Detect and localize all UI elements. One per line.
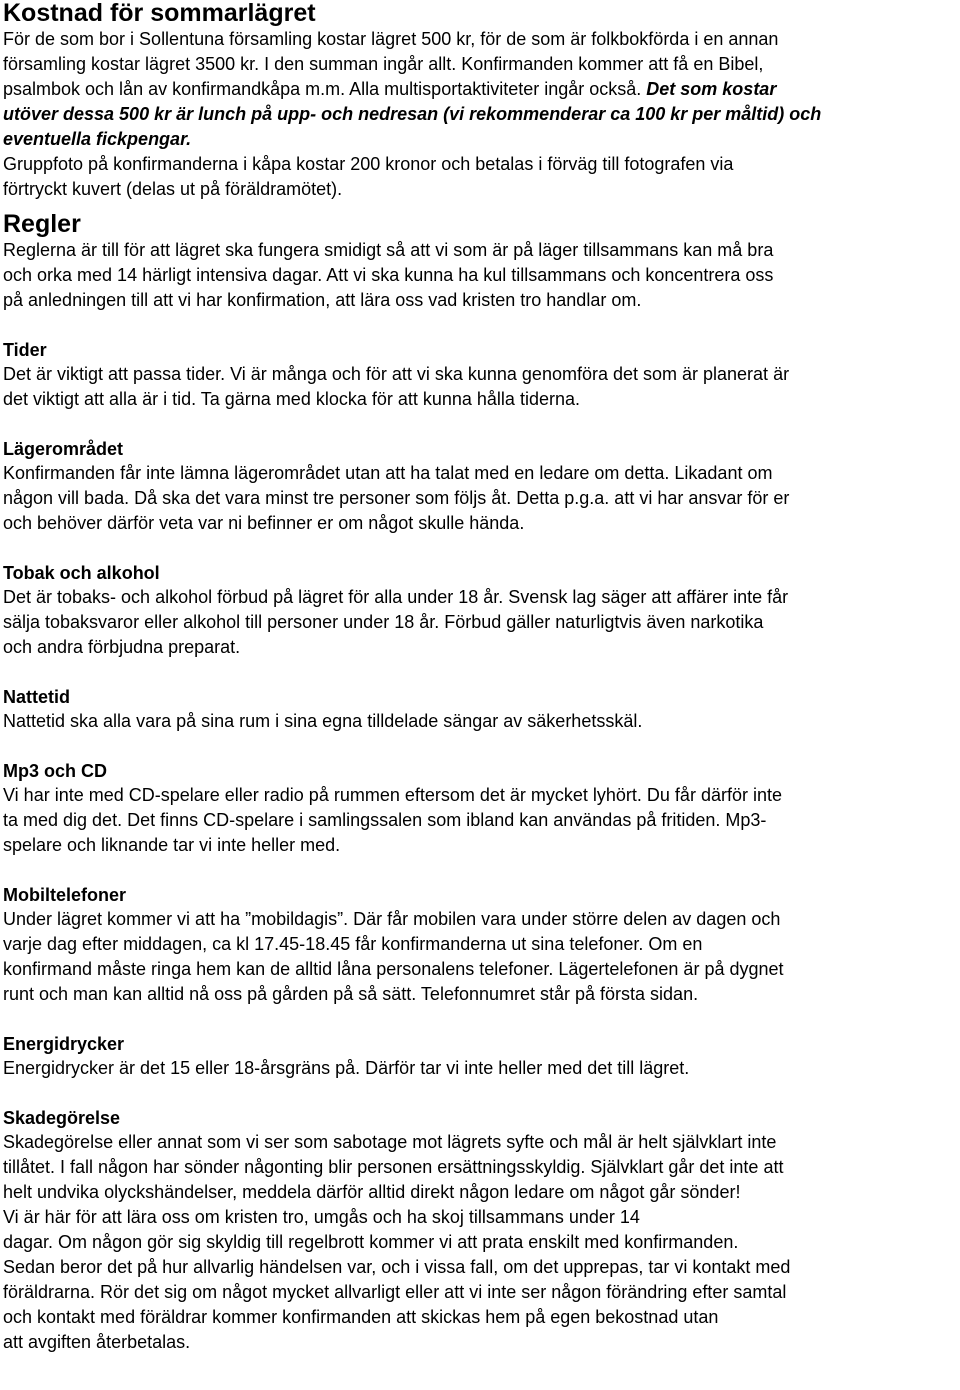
text-line: det viktigt att alla är i tid. Ta gärna med klocka för att kunna hålla tiderna. <box>3 389 580 409</box>
text-line: Det är viktigt att passa tider. Vi är många och för att vi ska kunna genomföra det som är planerat är <box>3 364 790 384</box>
rules-heading: Regler <box>3 210 81 238</box>
section-heading: Tider <box>3 340 47 360</box>
text-line: tillåtet. I fall någon har sönder någonting blir personen ersättningsskyldig. Självklart går det inte att <box>3 1157 784 1177</box>
section-paragraph <box>3 907 960 1007</box>
text-line: Vi är här för att lära oss om kristen tro, umgås och ha skoj tillsammans under 14 <box>3 1207 640 1227</box>
section-heading: Nattetid <box>3 687 70 707</box>
text-line: föräldrarna. Rör det sig om något mycket allvarligt eller att vi inte ser någon förändring efter samtal <box>3 1282 787 1302</box>
text-line: att avgiften återbetalas. <box>3 1332 191 1352</box>
rule-section <box>3 1032 960 1081</box>
text-line: Nattetid ska alla vara på sina rum i sina egna tilldelade sängar av säkerhetsskäl. <box>3 711 643 731</box>
rule-section <box>3 437 960 536</box>
section-paragraph <box>3 1130 960 1355</box>
text-line: Gruppfoto på konfirmanderna i kåpa kostar 200 kronor och betalas i förväg till fotografen via <box>3 154 734 174</box>
text-line: Sedan beror det på hur allvarlig händelsen var, och i vissa fall, om det upprepas, tar vi kontakt med <box>3 1257 791 1277</box>
page-title: Kostnad för sommarlägret <box>3 0 316 27</box>
text-line: Reglerna är till för att lägret ska fungera smidigt så att vi som är på läger tillsammans kan må bra <box>3 240 774 260</box>
section-heading: Tobak och alkohol <box>3 563 160 583</box>
text-line: runt och man kan alltid nå oss på gården på så sätt. Telefonnumret står på första sidan. <box>3 984 699 1004</box>
rule-section <box>3 338 960 412</box>
text-line: dagar. Om någon gör sig skyldig till regelbrott kommer vi att prata enskilt med konfirmanden. <box>3 1232 739 1252</box>
text-line: Konfirmanden får inte lämna lägerområdet utan att ha talat med en ledare om detta. Likadant om <box>3 463 773 483</box>
section-heading: Energidrycker <box>3 1034 125 1054</box>
rule-section <box>3 1106 960 1355</box>
section-paragraph <box>3 585 960 660</box>
text-line: Vi har inte med CD-spelare eller radio på rummen eftersom det är mycket lyhört. Du får därför inte <box>3 785 782 805</box>
rule-section <box>3 883 960 1007</box>
section-heading: Lägerområdet <box>3 439 124 459</box>
section-heading: Mp3 och CD <box>3 761 108 781</box>
text-line: på anledningen till att vi har konfirmation, att lära oss vad kristen tro handlar om. <box>3 290 642 310</box>
text-run: psalmbok och lån av konfirmandkåpa m.m. Alla multisportaktiviteter ingår också. <box>3 79 647 99</box>
italic-text-line: eventuella fickpengar. <box>3 129 192 149</box>
section-paragraph <box>3 783 960 858</box>
text-line: församling kostar lägret 3500 kr. I den summan ingår allt. Konfirmanden kommer att få en Bibel, <box>3 54 764 74</box>
text-line: förtryckt kuvert (delas ut på föräldramötet). <box>3 179 343 199</box>
rule-section <box>3 759 960 858</box>
text-line: varje dag efter middagen, ca kl 17.45-18.45 får konfirmanderna ut sina telefoner. Om en <box>3 934 703 954</box>
text-line: Under lägret kommer vi att ha ”mobildagis”. Där får mobilen vara under större delen av dagen och <box>3 909 781 929</box>
text-line: För de som bor i Sollentuna församling kostar lägret 500 kr, för de som är folkbokförda i en annan <box>3 29 779 49</box>
section-heading: Mobiltelefoner <box>3 885 127 905</box>
text-line: spelare och liknande tar vi inte heller med. <box>3 835 341 855</box>
text-line: sälja tobaksvaror eller alkohol till personer under 18 år. Förbud gäller naturligtvis även narkotika <box>3 612 764 632</box>
text-line: helt undvika olyckshändelser, meddela därför alltid direkt någon ledare om något går sönder! <box>3 1182 741 1202</box>
italic-text-run: Det som kostar <box>646 79 777 99</box>
section-paragraph <box>3 362 960 412</box>
section-paragraph <box>3 709 960 734</box>
text-line: Det är tobaks- och alkohol förbud på lägret för alla under 18 år. Svensk lag säger att affärer inte får <box>3 587 789 607</box>
photo-paragraph <box>3 152 960 202</box>
text-line <box>3 77 960 102</box>
italic-text-line: utöver dessa 500 kr är lunch på upp- och nedresan (vi rekommenderar ca 100 kr per måltid) och <box>3 104 822 124</box>
text-line: och kontakt med föräldrar kommer konfirmanden att skickas hem på egen bekostnad utan <box>3 1307 719 1327</box>
text-line: och orka med 14 härligt intensiva dagar. Att vi ska kunna ha kul tillsammans och koncentrera oss <box>3 265 774 285</box>
section-paragraph <box>3 1056 960 1081</box>
text-line: Energidrycker är det 15 eller 18-årsgräns på. Därför tar vi inte heller med det till lägret. <box>3 1058 690 1078</box>
rule-sections <box>3 338 960 1355</box>
text-line: konfirmand måste ringa hem kan de alltid låna personalens telefoner. Lägertelefonen är på dygnet <box>3 959 784 979</box>
rule-section <box>3 685 960 734</box>
cost-paragraph <box>3 27 960 152</box>
text-line: ta med dig det. Det finns CD-spelare i samlingssalen som ibland kan användas på fritiden. Mp3- <box>3 810 767 830</box>
section-heading: Skadegörelse <box>3 1108 121 1128</box>
text-line: någon vill bada. Då ska det vara minst tre personer som följs åt. Detta p.g.a. att vi har ansvar för er <box>3 488 790 508</box>
text-line: Skadegörelse eller annat som vi ser som sabotage mot lägrets syfte och mål är helt självklart inte <box>3 1132 777 1152</box>
section-paragraph <box>3 461 960 536</box>
text-line: och andra förbjudna preparat. <box>3 637 241 657</box>
rules-paragraph <box>3 238 960 313</box>
rule-section <box>3 561 960 660</box>
text-line: och behöver därför veta var ni befinner er om något skulle hända. <box>3 513 525 533</box>
